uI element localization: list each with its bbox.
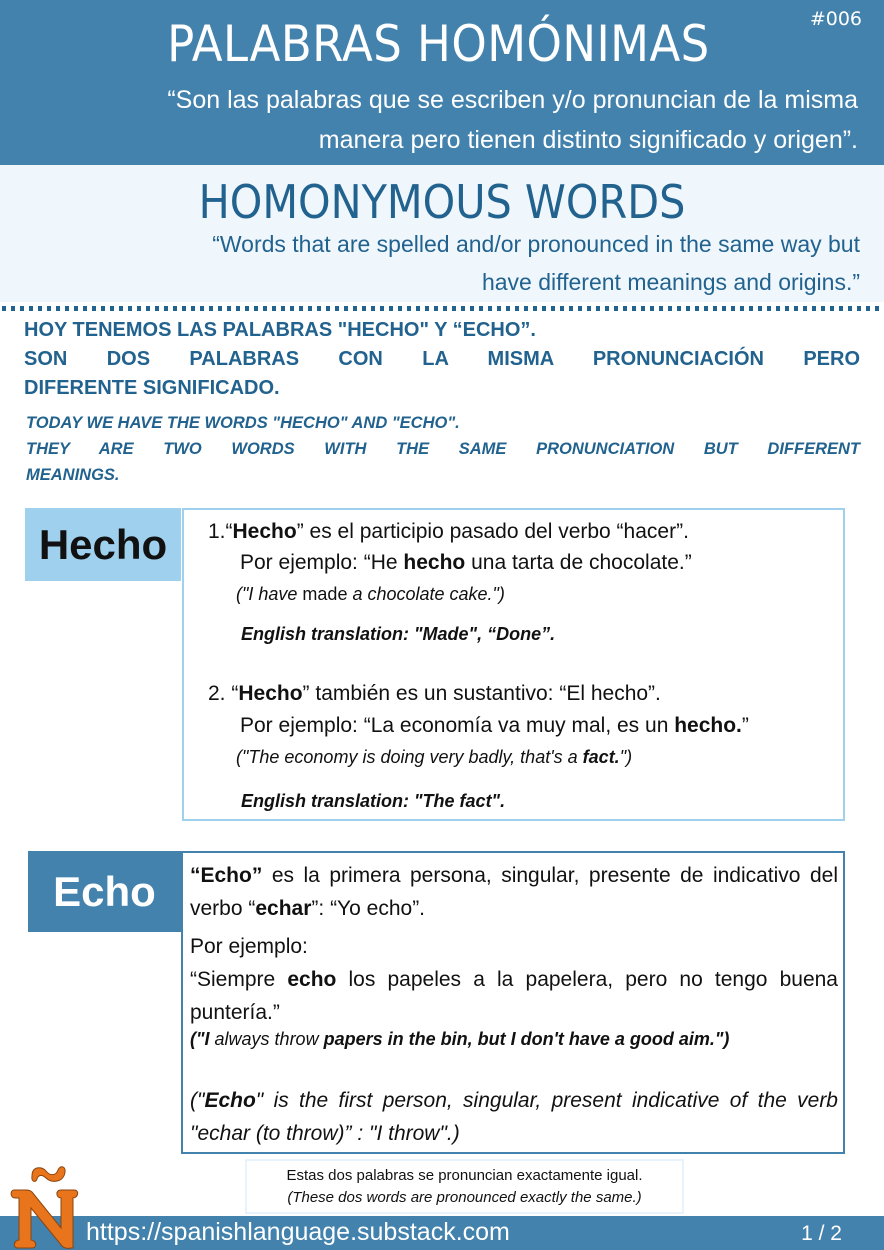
english-definition [40, 225, 860, 301]
quote: “ [225, 520, 233, 543]
note-spanish: Estas dos palabras se pronuncian exactamente igual. [286, 1167, 643, 1184]
page-indicator: 1 / 2 [801, 1222, 842, 1245]
echo-example-label: Por ejemplo: [190, 935, 308, 958]
example-keyword: echo [287, 968, 337, 991]
definition-text: ” es el participio pasado del verbo “hacer”. [296, 520, 689, 543]
translation-text: ("The economy is doing very badly, that's a [236, 747, 583, 767]
translation-text: ("I [190, 1029, 215, 1049]
enye-logo-icon [6, 1162, 86, 1250]
translation-text: papers in the bin, but I don't have a good aim.") [318, 1029, 730, 1049]
pronunciation-note [245, 1159, 684, 1214]
translation-keyword: Echo [204, 1089, 256, 1112]
hecho-item-2-definition [208, 680, 661, 708]
echo-definition-box [181, 851, 845, 1154]
translation-keyword: made [302, 584, 348, 604]
example-text: Por ejemplo: “La economía va muy mal, es un [240, 714, 675, 737]
english-title: HOMONYMOUS WORDS [198, 175, 686, 229]
english-definition-line2: have different meanings and origins.” [481, 269, 860, 295]
verb-keyword: echar [255, 897, 312, 920]
footer-url-link[interactable]: https://spanishlanguage.substack.com [86, 1218, 510, 1246]
hecho-item-2-english-translation: English translation: "The fact". [241, 791, 506, 811]
intro-es-line2: SON DOS PALABRAS CON LA MISMA PRONUNCIACIÓN PERO [24, 348, 860, 370]
issue-number: #006 [809, 8, 862, 30]
hecho-definition-box [182, 508, 845, 821]
english-header [0, 165, 884, 302]
translation-text: " is the first person, singular, present indicative of the verb "echar (to throw)” : "I throw".) [190, 1089, 838, 1145]
echo-example-translation [190, 1029, 838, 1050]
echo-example [190, 963, 838, 1029]
intro-es-line3: DIFERENTE SIGNIFICADO. [24, 377, 280, 399]
intro-en-line3: MEANINGS. [26, 466, 120, 484]
spanish-definition-line2: manera pero tienen distinto significado y origen”. [318, 126, 858, 154]
echo-definition [190, 859, 838, 925]
echo-label: Echo [28, 851, 181, 932]
definition-text: ” también es un sustantivo: “El hecho”. [302, 682, 661, 705]
page-title: PALABRAS HOMÓNIMAS [167, 15, 710, 73]
quote: “ [225, 682, 239, 705]
note-english: (These dos words are pronounced exactly the same.) [287, 1189, 642, 1206]
hecho-item-2-example [240, 712, 749, 740]
intro-en-line2: THEY ARE TWO WORDS WITH THE SAME PRONUNCIATION BUT DIFFERENT [26, 440, 860, 458]
spanish-header [0, 0, 884, 165]
intro-es-line1: HOY TENEMOS LAS PALABRAS "HECHO" Y “ECHO”. [24, 319, 536, 341]
hecho-item-1-example [240, 549, 692, 577]
keyword: Hecho [238, 682, 303, 705]
example-keyword: hecho [403, 551, 466, 574]
translation-keyword: fact. [582, 747, 620, 767]
hecho-item-2-translation [236, 745, 632, 769]
echo-english-definition [190, 1084, 838, 1150]
hecho-item-1-english-translation: English translation: "Made", “Done”. [241, 624, 556, 644]
dotted-divider [2, 306, 884, 311]
definition-text: es la primera persona, singular, presente de indicativo del verbo “ [190, 864, 838, 920]
example-keyword: hecho. [674, 714, 742, 737]
translation-text: (" [190, 1089, 205, 1112]
example-text: ” [741, 714, 749, 737]
intro-en-line1: TODAY WE HAVE THE WORDS "HECHO" AND "ECHO". [26, 414, 460, 432]
example-text: Por ejemplo: “He [240, 551, 404, 574]
translation-keyword: always throw [214, 1029, 319, 1049]
keyword: Hecho [232, 520, 297, 543]
footer [0, 1216, 884, 1250]
spanish-definition-line1: “Son las palabras que se escriben y/o pronuncian de la misma [167, 86, 858, 114]
translation-text: a chocolate cake.") [347, 584, 505, 604]
hecho-item-1-translation [236, 582, 505, 606]
hecho-item-1-definition [208, 518, 689, 546]
item-number: 1. [208, 520, 226, 543]
english-definition-line1: “Words that are spelled and/or pronounced in the same way but [212, 231, 860, 257]
intro-english [26, 410, 860, 488]
example-text: una tarta de chocolate.” [465, 551, 692, 574]
item-number: 2. [208, 682, 226, 705]
definition-text: ”: “Yo echo”. [311, 897, 426, 920]
example-text: “Siempre [190, 968, 288, 991]
example-text: los papeles a la papelera, pero no tengo buena puntería.” [190, 968, 838, 1024]
translation-text: ("I have [236, 584, 303, 604]
hecho-label: Hecho [25, 508, 181, 581]
intro-spanish [24, 316, 860, 403]
spanish-definition [0, 80, 858, 160]
translation-text: ") [619, 747, 633, 767]
keyword: “Echo” [190, 864, 263, 887]
